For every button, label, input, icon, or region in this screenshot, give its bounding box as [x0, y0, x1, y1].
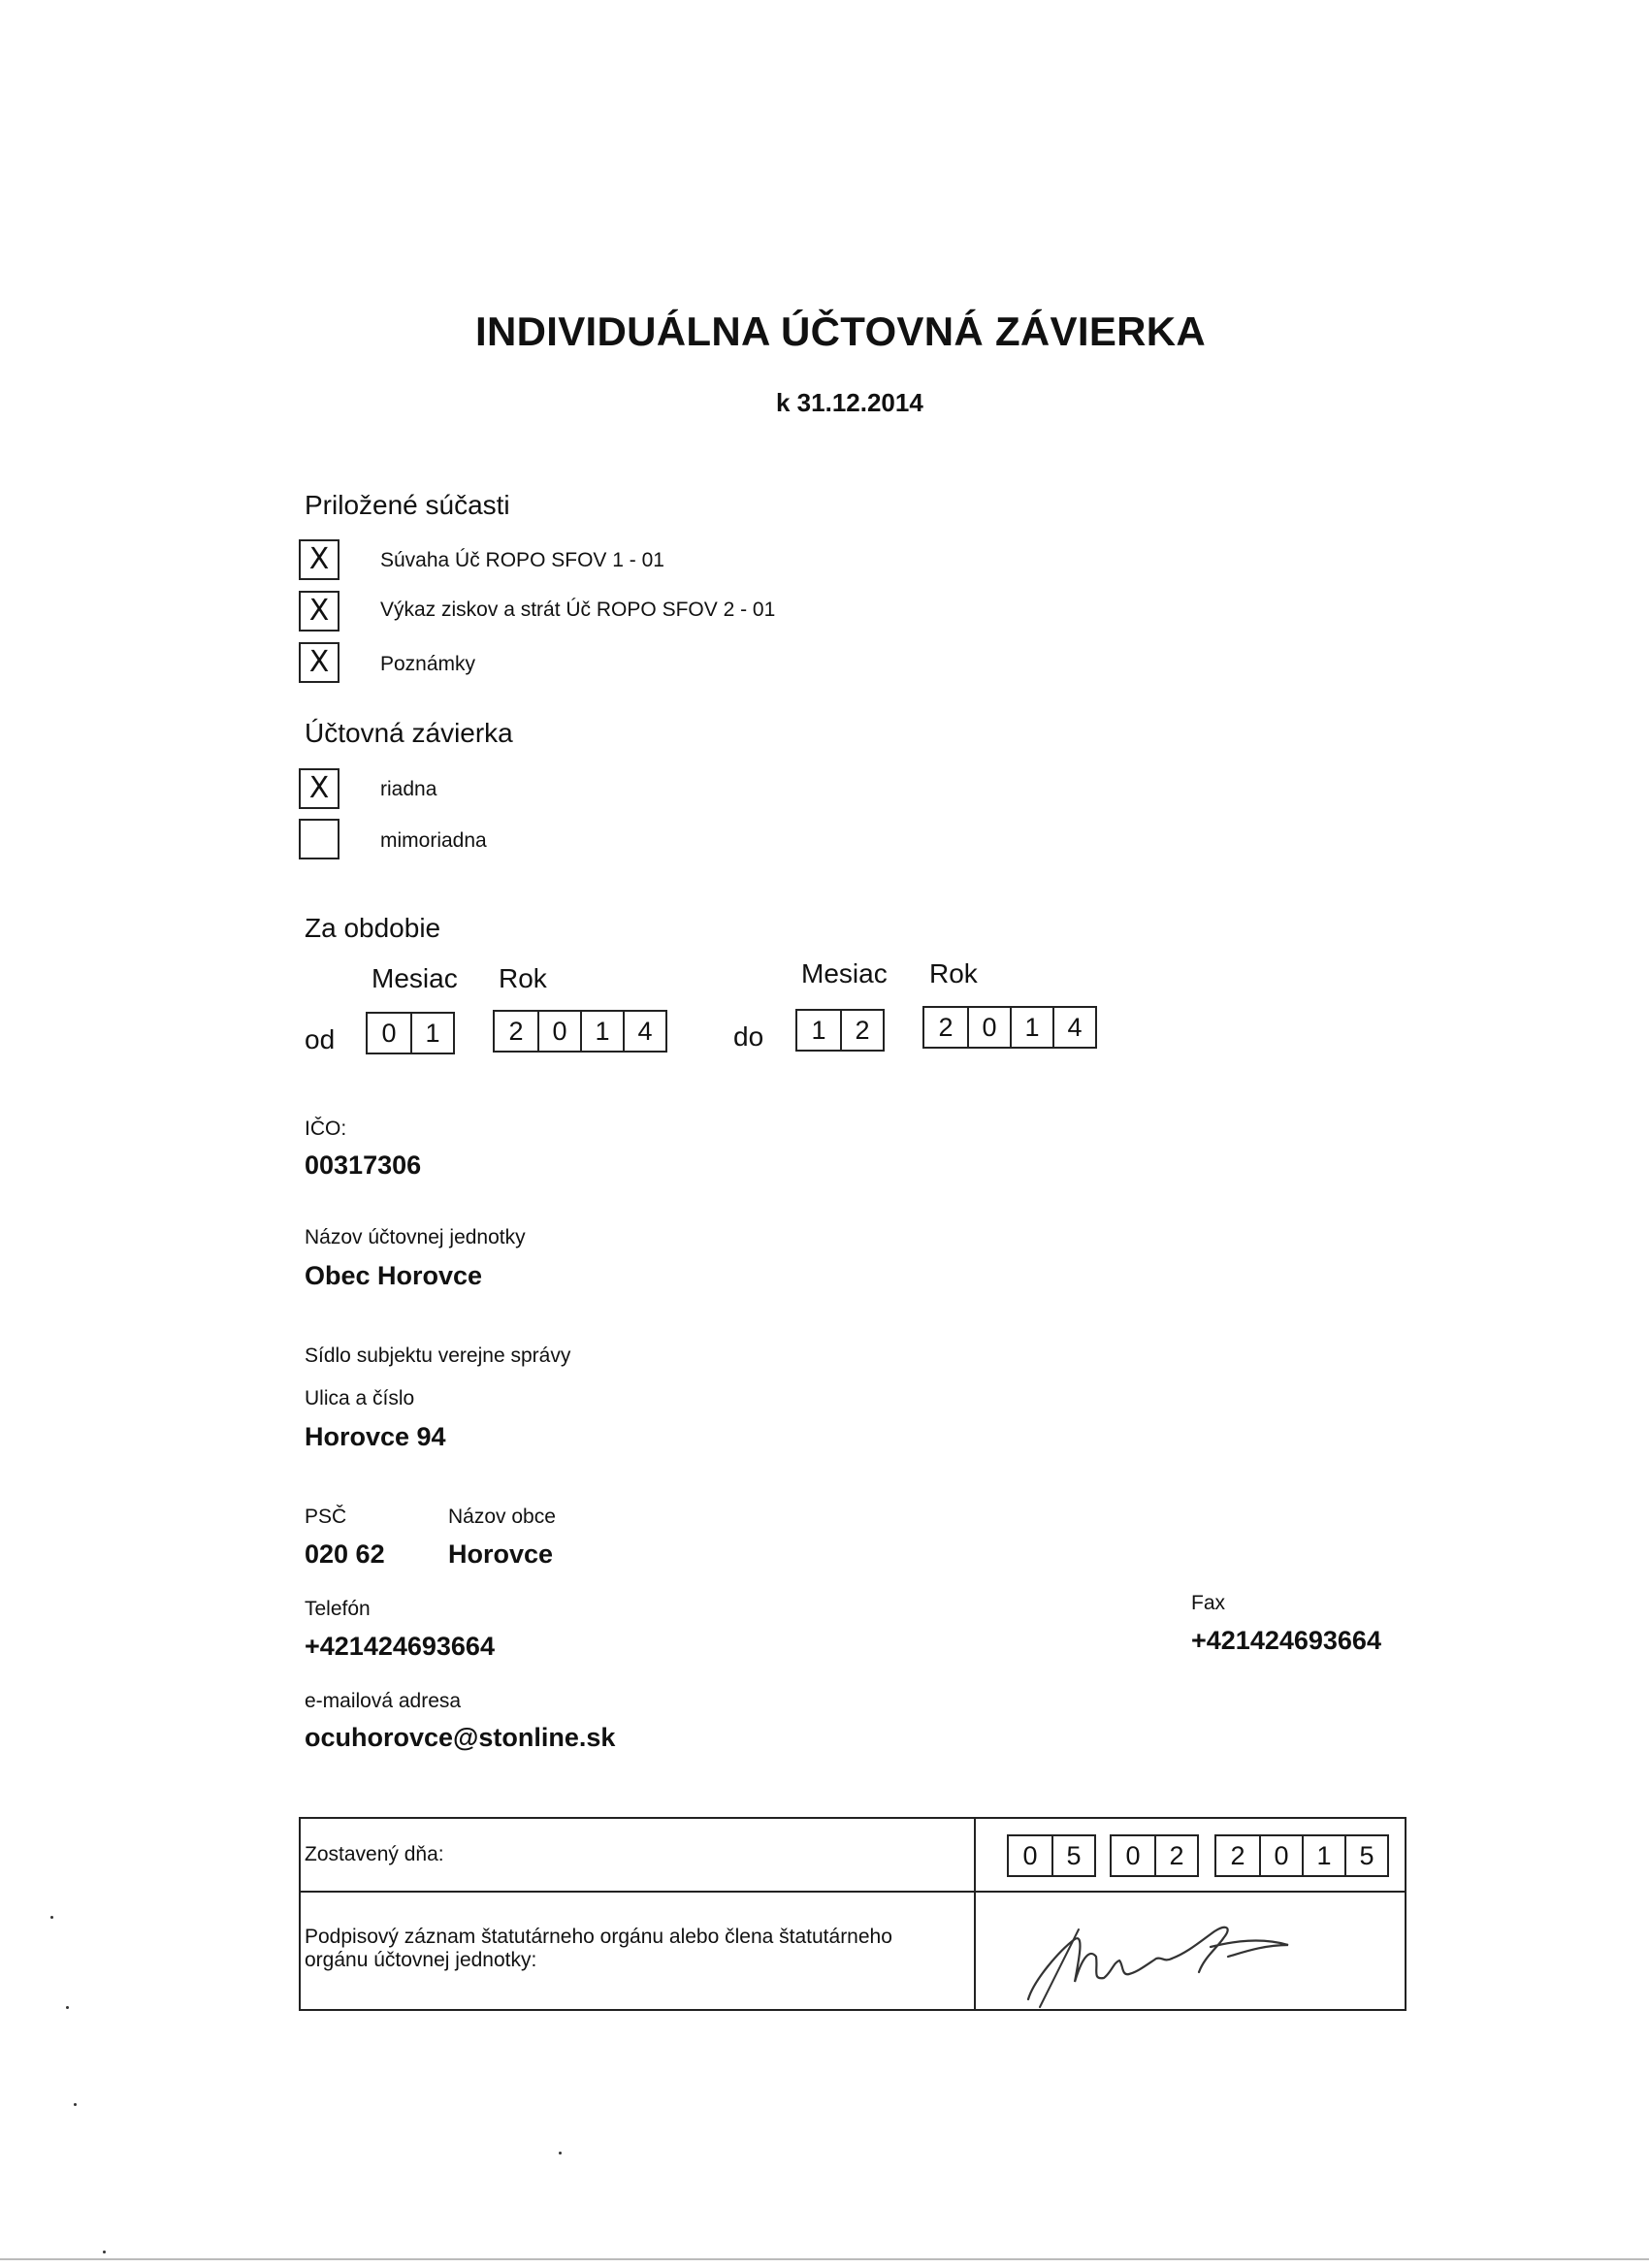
document-title: INDIVIDUÁLNA ÚČTOVNÁ ZÁVIERKA: [475, 308, 1207, 354]
digit: 1: [580, 1012, 623, 1051]
email-value: ocuhorovce@stonline.sk: [305, 1723, 616, 1752]
signature-table: [299, 1817, 1406, 2011]
checkbox-balance-sheet[interactable]: X: [299, 539, 340, 580]
table-divider: [301, 1891, 1405, 1893]
to-month-label: Mesiac: [801, 958, 888, 988]
digit: 0: [537, 1012, 580, 1051]
ico-value: 00317306: [305, 1150, 422, 1180]
fax-value: +421424693664: [1191, 1626, 1381, 1655]
attached-heading: Priložené súčasti: [305, 490, 510, 520]
scan-speck: [50, 1916, 53, 1919]
signature-record-label-line: orgánu účtovnej jednotky:: [305, 1949, 537, 1971]
to-label: do: [733, 1021, 764, 1052]
digit: 0: [381, 1019, 397, 1048]
digit: 1: [1302, 1836, 1344, 1875]
statement-item-label: mimoriadna: [380, 829, 487, 852]
street-label: Ulica a číslo: [305, 1387, 415, 1409]
signature-record-label: [305, 1926, 892, 1972]
digit: 2: [938, 1013, 954, 1042]
digit: 2: [508, 1017, 524, 1046]
document-date: k 31.12.2014: [776, 388, 923, 417]
scan-speck: [559, 2152, 562, 2155]
zip-value: 020 62: [305, 1539, 385, 1569]
digit: 0: [1022, 1841, 1038, 1870]
checkbox-notes[interactable]: X: [299, 642, 340, 683]
compiled-day-field[interactable]: [1007, 1834, 1096, 1877]
phone-label: Telefón: [305, 1598, 371, 1620]
entity-name-label: Názov účtovnej jednotky: [305, 1226, 526, 1248]
seat-label: Sídlo subjektu verejne správy: [305, 1345, 571, 1367]
scan-edge-line: [0, 2258, 1649, 2260]
attached-item-label: Výkaz ziskov a strát Úč ROPO SFOV 2 - 01: [380, 599, 776, 621]
to-month-field[interactable]: [795, 1009, 885, 1052]
period-heading: Za obdobie: [305, 913, 441, 943]
checkbox-income-statement[interactable]: X: [299, 591, 340, 632]
digit: 2: [1230, 1841, 1245, 1870]
city-value: Horovce: [448, 1539, 554, 1569]
fax-label: Fax: [1191, 1592, 1226, 1614]
digit: 4: [623, 1012, 665, 1051]
attached-item-label: Poznámky: [380, 653, 476, 675]
digit: 1: [811, 1016, 826, 1045]
scan-speck: [103, 2251, 106, 2253]
digit: 0: [1259, 1836, 1302, 1875]
checkbox-extraordinary[interactable]: [299, 819, 340, 859]
compiled-year-field[interactable]: [1214, 1834, 1389, 1877]
compiled-label: Zostavený dňa:: [305, 1843, 444, 1865]
to-year-label: Rok: [929, 958, 978, 988]
handwritten-signature: [1020, 1902, 1408, 2011]
from-label: od: [305, 1024, 336, 1054]
digit: 2: [1154, 1836, 1197, 1875]
digit: 4: [1052, 1008, 1095, 1047]
compiled-month-field[interactable]: [1110, 1834, 1199, 1877]
scan-speck: [74, 2103, 77, 2106]
zip-label: PSČ: [305, 1506, 347, 1528]
from-year-label: Rok: [499, 963, 547, 993]
attached-item-label: Súvaha Úč ROPO SFOV 1 - 01: [380, 549, 664, 571]
table-divider: [974, 1819, 976, 2009]
digit: 5: [1344, 1836, 1387, 1875]
digit: 0: [967, 1008, 1010, 1047]
to-year-field[interactable]: [922, 1006, 1097, 1049]
digit: 5: [1051, 1836, 1094, 1875]
statement-item-label: riadna: [380, 778, 437, 800]
entity-name-value: Obec Horovce: [305, 1261, 483, 1290]
street-value: Horovce 94: [305, 1422, 446, 1451]
phone-value: +421424693664: [305, 1632, 495, 1661]
ico-label: IČO:: [305, 1118, 347, 1140]
digit: 1: [410, 1014, 453, 1053]
digit: 2: [840, 1011, 883, 1050]
email-label: e-mailová adresa: [305, 1690, 462, 1712]
digit: 1: [1010, 1008, 1052, 1047]
digit: 0: [1125, 1841, 1141, 1870]
statement-heading: Účtovná závierka: [305, 718, 513, 748]
from-year-field[interactable]: [493, 1010, 667, 1053]
city-label: Názov obce: [448, 1506, 556, 1528]
checkbox-regular[interactable]: X: [299, 768, 340, 809]
from-month-label: Mesiac: [372, 963, 458, 993]
signature-record-label-line: Podpisový záznam štatutárneho orgánu alebo člena štatutárneho: [305, 1926, 892, 1948]
scan-speck: [66, 2006, 69, 2009]
from-month-field[interactable]: [366, 1012, 455, 1054]
